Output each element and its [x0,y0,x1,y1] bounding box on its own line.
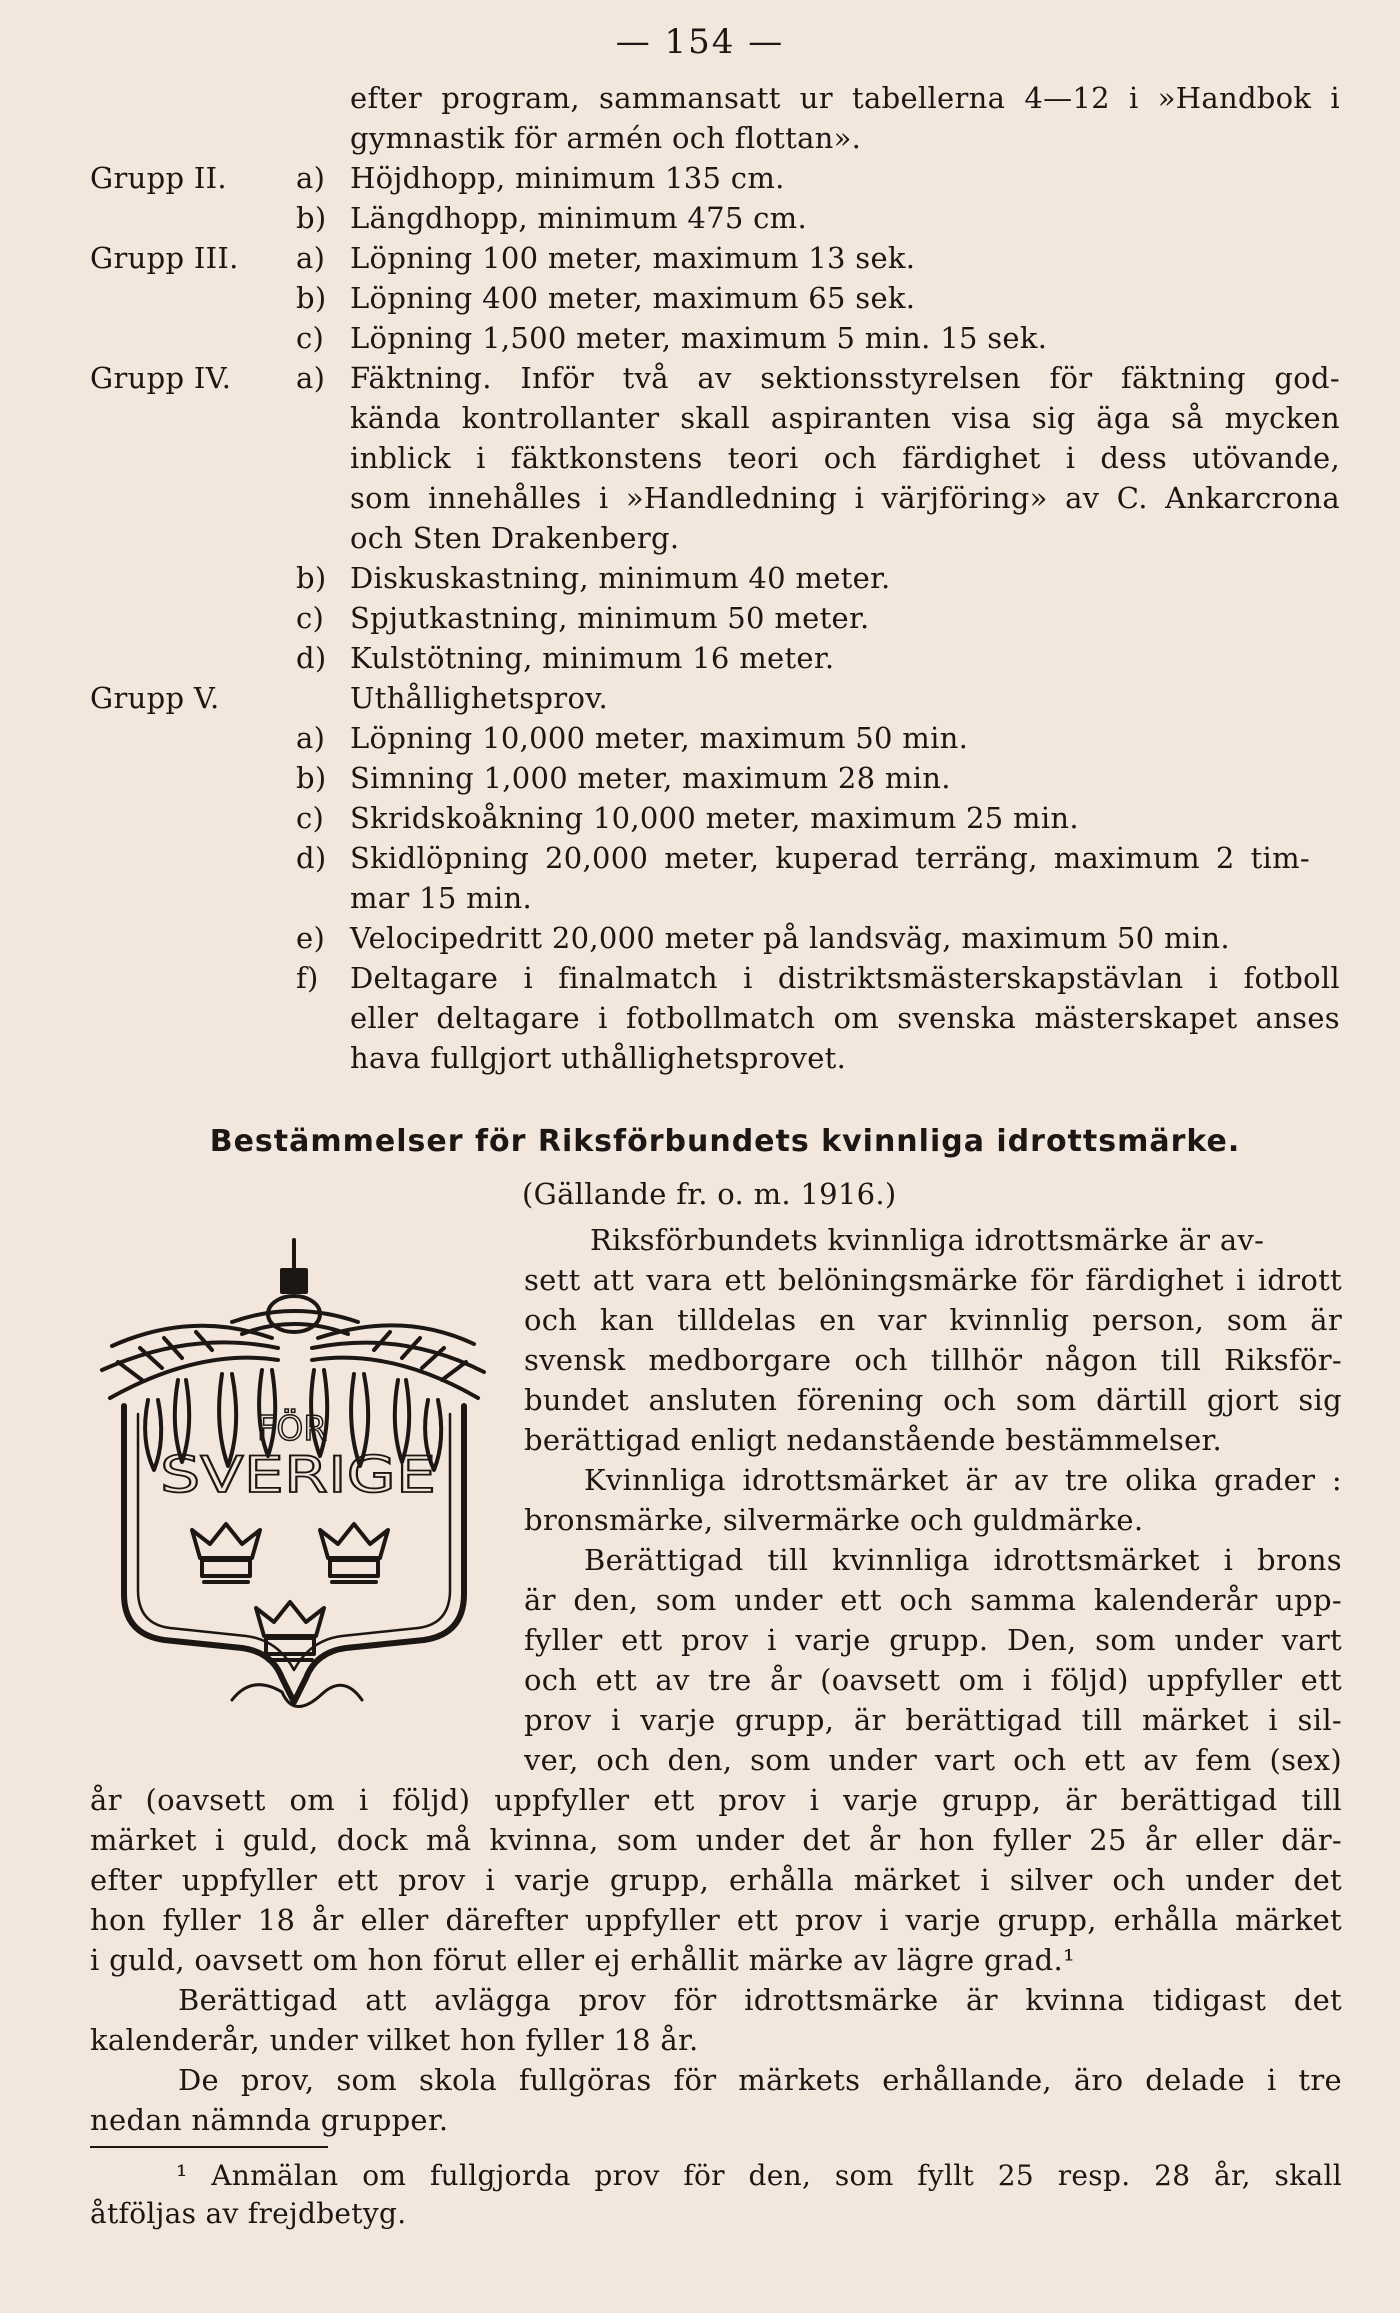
body-line: märket i guld, dock må kvinna, som under det år hon fyller 25 år eller där- [90,1823,1342,1857]
emblem-text-for: FÖR [257,1409,327,1449]
body-line: kalenderår, under vilket hon fyller 18 år. [90,2023,699,2057]
body-line: efter uppfyller ett prov i varje grupp, erhålla märket i silver och under det [90,1863,1342,1897]
group-title: Uthållighetsprov. [350,681,608,715]
emblem-text-sverige: SVERIGE [160,1446,436,1504]
item-text: Deltagare i finalmatch i distriktsmästerskapstävlan i fotboll [350,961,1340,995]
item-text: Löpning 100 meter, maximum 13 sek. [350,241,916,275]
item-label: d) [296,841,327,875]
item-text: Längdhopp, minimum 475 cm. [350,201,808,235]
item-text: hava fullgjort uthållighetsprovet. [350,1041,847,1075]
item-label: b) [296,761,327,795]
body-line: prov i varje grupp, är berättigad till märket i sil- [524,1703,1342,1737]
item-label: a) [296,241,326,275]
body-line: De prov, som skola fullgöras för märkets erhållande, äro delade i tre [178,2063,1342,2097]
item-label: e) [296,921,326,955]
body-line: nedan nämnda grupper. [90,2103,449,2137]
body-line: fyller ett prov i varje grupp. Den, som under vart [524,1623,1342,1657]
item-label: b) [296,281,327,315]
item-label: b) [296,561,327,595]
body-line: svensk medborgare och tillhör någon till Riksför- [524,1343,1342,1377]
item-text: Spjutkastning, minimum 50 meter. [350,601,870,635]
footnote-line: ¹ Anmälan om fullgjorda prov för den, som fyllt 25 resp. 28 år, skall [176,2159,1342,2192]
body-line: berättigad enligt nedanstående bestämmelser. [524,1423,1223,1457]
item-text: kända kontrollanter skall aspiranten visa sig äga så mycken [350,401,1340,435]
body-line: Kvinnliga idrottsmärket är av tre olika grader : [584,1463,1342,1497]
body-line: Berättigad till kvinnliga idrottsmärket i brons [584,1543,1342,1577]
item-text: Skridskoåkning 10,000 meter, maximum 25 min. [350,801,1079,835]
body-line: i guld, oavsett om hon förut eller ej erhållit märke av lägre grad.¹ [90,1943,1075,1977]
item-text: Skidlöpning 20,000 meter, kuperad terräng, maximum 2 tim- [350,841,1310,875]
group-label: Grupp V. [90,681,220,715]
footnote-line: åtföljas av frejdbetyg. [90,2197,407,2230]
body-line: ver, och den, som under vart och ett av fem (sex) [524,1743,1342,1777]
item-text: som innehålles i »Handledning i värjföring» av C. Ankarcrona [350,481,1340,515]
body-line: och kan tilldelas en var kvinnlig person, som är [524,1303,1342,1337]
body-line: hon fyller 18 år eller därefter uppfyller ett prov i varje grupp, erhålla märket [90,1903,1342,1937]
group-label: Grupp II. [90,161,227,195]
body-line: bundet ansluten förening och som därtill gjort sig [524,1383,1342,1417]
item-text: Fäktning. Inför två av sektionsstyrelsen för fäktning god- [350,361,1340,395]
footnote-rule [90,2146,328,2148]
page-number: — 154 — [615,22,785,62]
item-label: c) [296,801,325,835]
item-label: a) [296,161,326,195]
item-text: Kulstötning, minimum 16 meter. [350,641,835,675]
group-label: Grupp III. [90,241,239,275]
item-text: Höjdhopp, minimum 135 cm. [350,161,785,195]
item-label: c) [296,321,325,355]
intro-line: gymnastik för armén och flottan». [350,121,862,155]
item-text: Löpning 1,500 meter, maximum 5 min. 15 sek. [350,321,1048,355]
body-line: bronsmärke, silvermärke och guldmärke. [524,1503,1144,1537]
item-label: d) [296,641,327,675]
item-text: Löpning 10,000 meter, maximum 50 min. [350,721,969,755]
item-text: Diskuskastning, minimum 40 meter. [350,561,891,595]
item-label: a) [296,361,326,395]
item-label: c) [296,601,325,635]
item-label: b) [296,201,327,235]
item-text: Simning 1,000 meter, maximum 28 min. [350,761,951,795]
body-line: är den, som under ett och samma kalenderår upp- [524,1583,1342,1617]
body-line: år (oavsett om i följd) uppfyller ett prov i varje grupp, är berättigad till [90,1783,1342,1817]
item-text: Löpning 400 meter, maximum 65 sek. [350,281,916,315]
item-text: eller deltagare i fotbollmatch om svenska mästerskapet anses [350,1001,1340,1035]
body-line: Berättigad att avlägga prov för idrottsmärke är kvinna tidigast det [178,1983,1342,2017]
item-label: a) [296,721,326,755]
item-text: mar 15 min. [350,881,532,915]
body-line: sett att vara ett belöningsmärke för färdighet i idrott [524,1263,1342,1297]
item-label: f) [296,961,319,995]
group-label: Grupp IV. [90,361,232,395]
intro-line: efter program, sammansatt ur tabellerna 4—12 i »Handbok i [350,81,1340,115]
section-subheading: (Gällande fr. o. m. 1916.) [522,1177,897,1211]
sverige-emblem [82,1230,502,1730]
body-line: Riksförbundets kvinnliga idrottsmärke är av- [590,1223,1265,1257]
item-text: Velocipedritt 20,000 meter på landsväg, maximum 50 min. [350,921,1230,955]
item-text: inblick i fäktkonstens teori och färdighet i dess utövande, [350,441,1340,475]
body-line: och ett av tre år (oavsett om i följd) uppfyller ett [524,1663,1342,1697]
item-text: och Sten Drakenberg. [350,521,680,555]
section-heading: Bestämmelser för Riksförbundets kvinnliga idrottsmärke. [209,1124,1241,1159]
